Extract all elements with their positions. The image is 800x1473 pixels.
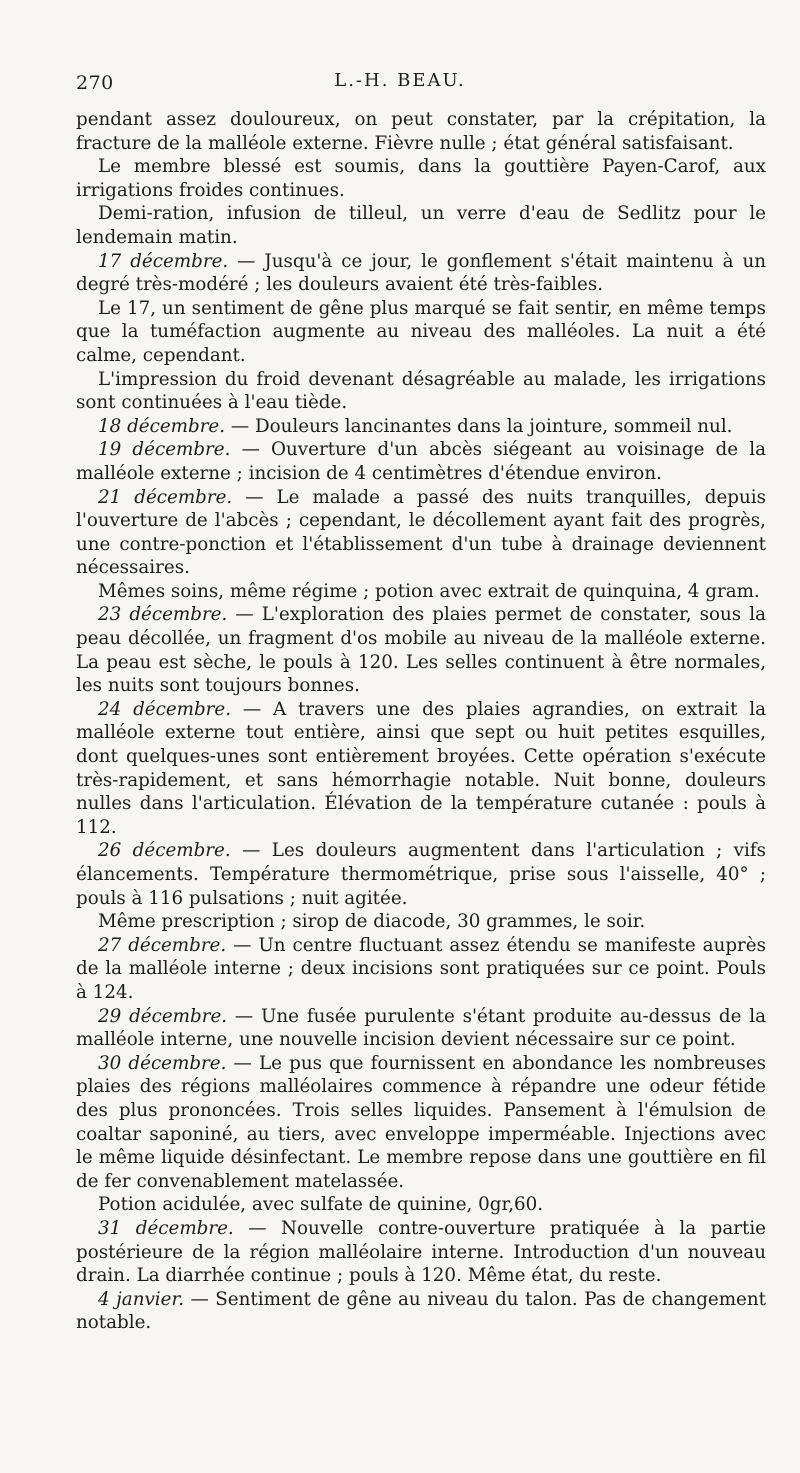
paragraph — [76, 1193, 766, 1217]
paragraph-text: pendant assez douloureux, on peut constater, par la crépitation, la fracture de la malléole externe. Fièvre nulle ; état général satisfaisant. — [76, 109, 766, 154]
paragraph-text: Potion acidulée, avec sulfate de quinine, 0gr,60. — [98, 1194, 544, 1216]
paragraph — [76, 250, 766, 297]
paragraph — [76, 415, 766, 439]
paragraph-text: Le membre blessé est soumis, dans la gouttière Payen-Carof, aux irrigations froides continues. — [76, 156, 766, 201]
paragraph — [76, 910, 766, 934]
paragraph — [76, 1217, 766, 1288]
entry-date: 26 décembre. — [98, 840, 231, 862]
paragraph-text: — Les douleurs augmentent dans l'articulation ; vifs élancements. Température thermométrique, prise sous l'aisselle, 40° ; pouls à 116 pulsations ; nuit agitée. — [76, 840, 766, 909]
paragraph — [76, 108, 766, 155]
paragraph-text: — A travers une des plaies agrandies, on extrait la malléole externe tout entière, ainsi que sept ou huit petites esquilles, dont quelques-unes sont entièrement broyées. Cette opération s'exécute très-rapidement, et sans hémorrhagie notable. Nuit bonne, douleurs nulles dans l'articulation. Élévation de la température cutanée : pouls à 112. — [76, 698, 766, 838]
paragraph — [76, 1288, 766, 1335]
paragraph — [76, 368, 766, 415]
paragraph-text: — Une fusée purulente s'étant produite au-dessus de la malléole interne, une nouvelle incision devient nécessaire sur ce point. — [76, 1005, 766, 1051]
paragraph — [76, 486, 766, 580]
entry-date: 30 décembre. — [98, 1052, 227, 1074]
paragraph-text: — Ouverture d'un abcès siégeant au voisinage de la malléole externe ; incision de 4 centimètres d'étendue environ. — [76, 439, 766, 484]
entry-date: 4 janvier. — [98, 1288, 185, 1310]
page-number: 270 — [76, 72, 114, 94]
paragraph — [76, 603, 766, 697]
paragraph-text: — Sentiment de gêne au niveau du talon. Pas de changement notable. — [76, 1288, 766, 1334]
entry-date: 17 décembre. — [98, 250, 229, 272]
running-head: L.-H. BEAU. — [334, 70, 466, 91]
entry-date: 27 décembre. — [98, 934, 227, 956]
body-text — [76, 108, 766, 1335]
entry-date: 29 décembre. — [98, 1005, 228, 1027]
entry-date: 21 décembre. — [98, 486, 233, 508]
paragraph — [76, 155, 766, 202]
paragraph-text: — Le malade a passé des nuits tranquilles, depuis l'ouverture de l'abcès ; cependant, le décollement ayant fait des progrès, une contre-ponction et l'établissement d'un tube à drainage deviennent nécessaires. — [76, 486, 767, 579]
paragraph — [76, 1005, 766, 1052]
paragraph-text: Mêmes soins, même régime ; potion avec extrait de quinquina, 4 gram. — [98, 580, 760, 602]
paragraph-text: L'impression du froid devenant désagréable au malade, les irrigations sont continuées à l'eau tiède. — [76, 368, 766, 414]
paragraph — [76, 839, 766, 910]
paragraph — [76, 297, 766, 368]
entry-date: 31 décembre. — [98, 1217, 234, 1239]
paragraph-text: — L'exploration des plaies permet de constater, sous la peau décollée, un fragment d'os mobile au niveau de la malléole externe. La peau est sèche, le pouls à 120. Les selles continuent à être normales, les nuits sont toujours bonnes. — [76, 604, 766, 697]
paragraph-text: Le 17, un sentiment de gêne plus marqué se fait sentir, en même temps que la tuméfaction augmente au niveau des malléoles. La nuit a été calme, cependant. — [76, 297, 766, 366]
paragraph — [76, 1052, 766, 1194]
paragraph — [76, 438, 766, 485]
paragraph-text: Même prescription ; sirop de diacode, 30 grammes, le soir. — [98, 911, 646, 933]
paragraph — [76, 698, 766, 840]
paragraph — [76, 580, 766, 604]
paragraph-text: — Douleurs lancinantes dans la jointure, sommeil nul. — [225, 415, 733, 437]
paragraph — [76, 934, 766, 1005]
paragraph-text: — Un centre fluctuant assez étendu se manifeste auprès de la malléole interne ; deux incisions sont pratiquées sur ce point. Pouls à 124. — [76, 934, 766, 1003]
paragraph-text: — Le pus que fournissent en abondance les nombreuses plaies des régions malléolaires commence à répandre une odeur fétide des plus prononcées. Trois selles liquides. Pansement à l'émulsion de coaltar saponiné, au tiers, avec enveloppe imperméable. Injections avec le même liquide désinfectant. Le membre repose dans une gouttière en fil de fer convenablement matelassée. — [76, 1052, 766, 1192]
paragraph-text: Demi-ration, infusion de tilleul, un verre d'eau de Sedlitz pour le lendemain matin. — [76, 203, 766, 248]
entry-date: 18 décembre. — [98, 415, 226, 437]
entry-date: 23 décembre. — [98, 604, 228, 626]
paragraph-text: — Jusqu'à ce jour, le gonflement s'était maintenu à un degré très-modéré ; les douleurs avaient été très-faibles. — [76, 250, 766, 296]
entry-date: 19 décembre. — [98, 439, 231, 461]
entry-date: 24 décembre. — [98, 698, 232, 720]
paragraph — [76, 202, 766, 249]
paragraph-text: — Nouvelle contre-ouverture pratiquée à la partie postérieure de la région malléolaire interne. Introduction d'un nouveau drain. La diarrhée continue ; pouls à 120. Même état, du reste. — [76, 1217, 767, 1287]
